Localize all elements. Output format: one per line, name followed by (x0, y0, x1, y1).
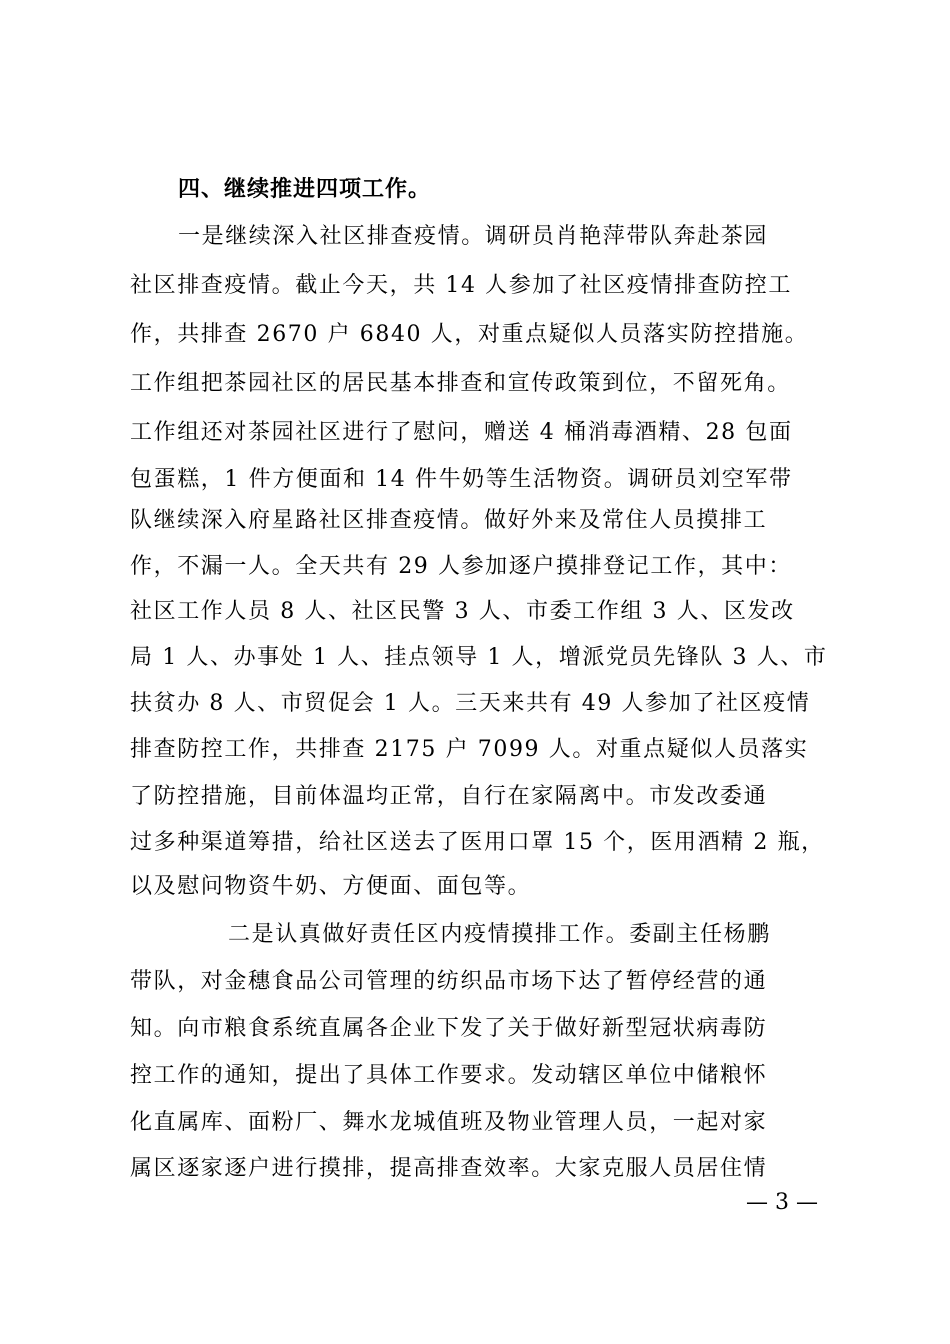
body-line: 社区排查疫情。截止今天，共 14 人参加了社区疫情排查防控工 (130, 273, 792, 298)
body-line: 控工作的通知，提出了具体工作要求。发动辖区单位中储粮怀 (130, 1063, 768, 1088)
body-line: 属区逐家逐户进行摸排，提高排查效率。大家克服人员居住情 (130, 1156, 768, 1181)
body-line: 过多种渠道筹措，给社区送去了医用口罩 15 个，医用酒精 2 瓶， (130, 830, 825, 855)
body-line: 包蛋糕，1 件方便面和 14 件牛奶等生活物资。调研员刘空军带 (130, 467, 793, 492)
body-line: 作，不漏一人。全天共有 29 人参加逐户摸排登记工作，其中： (130, 554, 792, 579)
body-line: 二是认真做好责任区内疫情摸排工作。委副主任杨鹏 (228, 922, 771, 947)
body-line: 作，共排查 2670 户 6840 人，对重点疑似人员落实防控措施。 (130, 322, 809, 347)
page-number: — 3 — (746, 1190, 818, 1215)
body-line: 排查防控工作，共排查 2175 户 7099 人。对重点疑似人员落实 (130, 737, 809, 762)
body-line: 局 1 人、办事处 1 人、挂点领导 1 人，增派党员先锋队 3 人、市 (130, 645, 828, 670)
body-line: 队继续深入府星路社区排查疫情。做好外来及常住人员摸排工 (130, 508, 768, 533)
body-line: 知。向市粮食系统直属各企业下发了关于做好新型冠状病毒防 (130, 1016, 768, 1041)
body-line: 社区工作人员 8 人、社区民警 3 人、市委工作组 3 人、区发改 (130, 599, 795, 624)
body-line: 以及慰问物资牛奶、方便面、面包等。 (130, 874, 532, 899)
body-line: 工作组还对茶园社区进行了慰问，赠送 4 桶消毒酒精、28 包面 (130, 420, 793, 445)
body-line: 工作组把茶园社区的居民基本排查和宣传政策到位，不留死角。 (130, 371, 791, 396)
body-line: 了防控措施，目前体温均正常，自行在家隔离中。市发改委通 (130, 784, 768, 809)
body-line: 带队，对金穗食品公司管理的纺织品市场下达了暂停经营的通 (130, 969, 768, 994)
body-line: 一是继续深入社区排查疫情。调研员肖艳萍带队奔赴茶园 (178, 224, 769, 249)
section-heading: 四、继续推进四项工作。 (178, 177, 432, 202)
body-line: 化直属库、面粉厂、舞水龙城值班及物业管理人员，一起对家 (130, 1110, 768, 1135)
body-line: 扶贫办 8 人、市贸促会 1 人。三天来共有 49 人参加了社区疫情 (130, 691, 811, 716)
